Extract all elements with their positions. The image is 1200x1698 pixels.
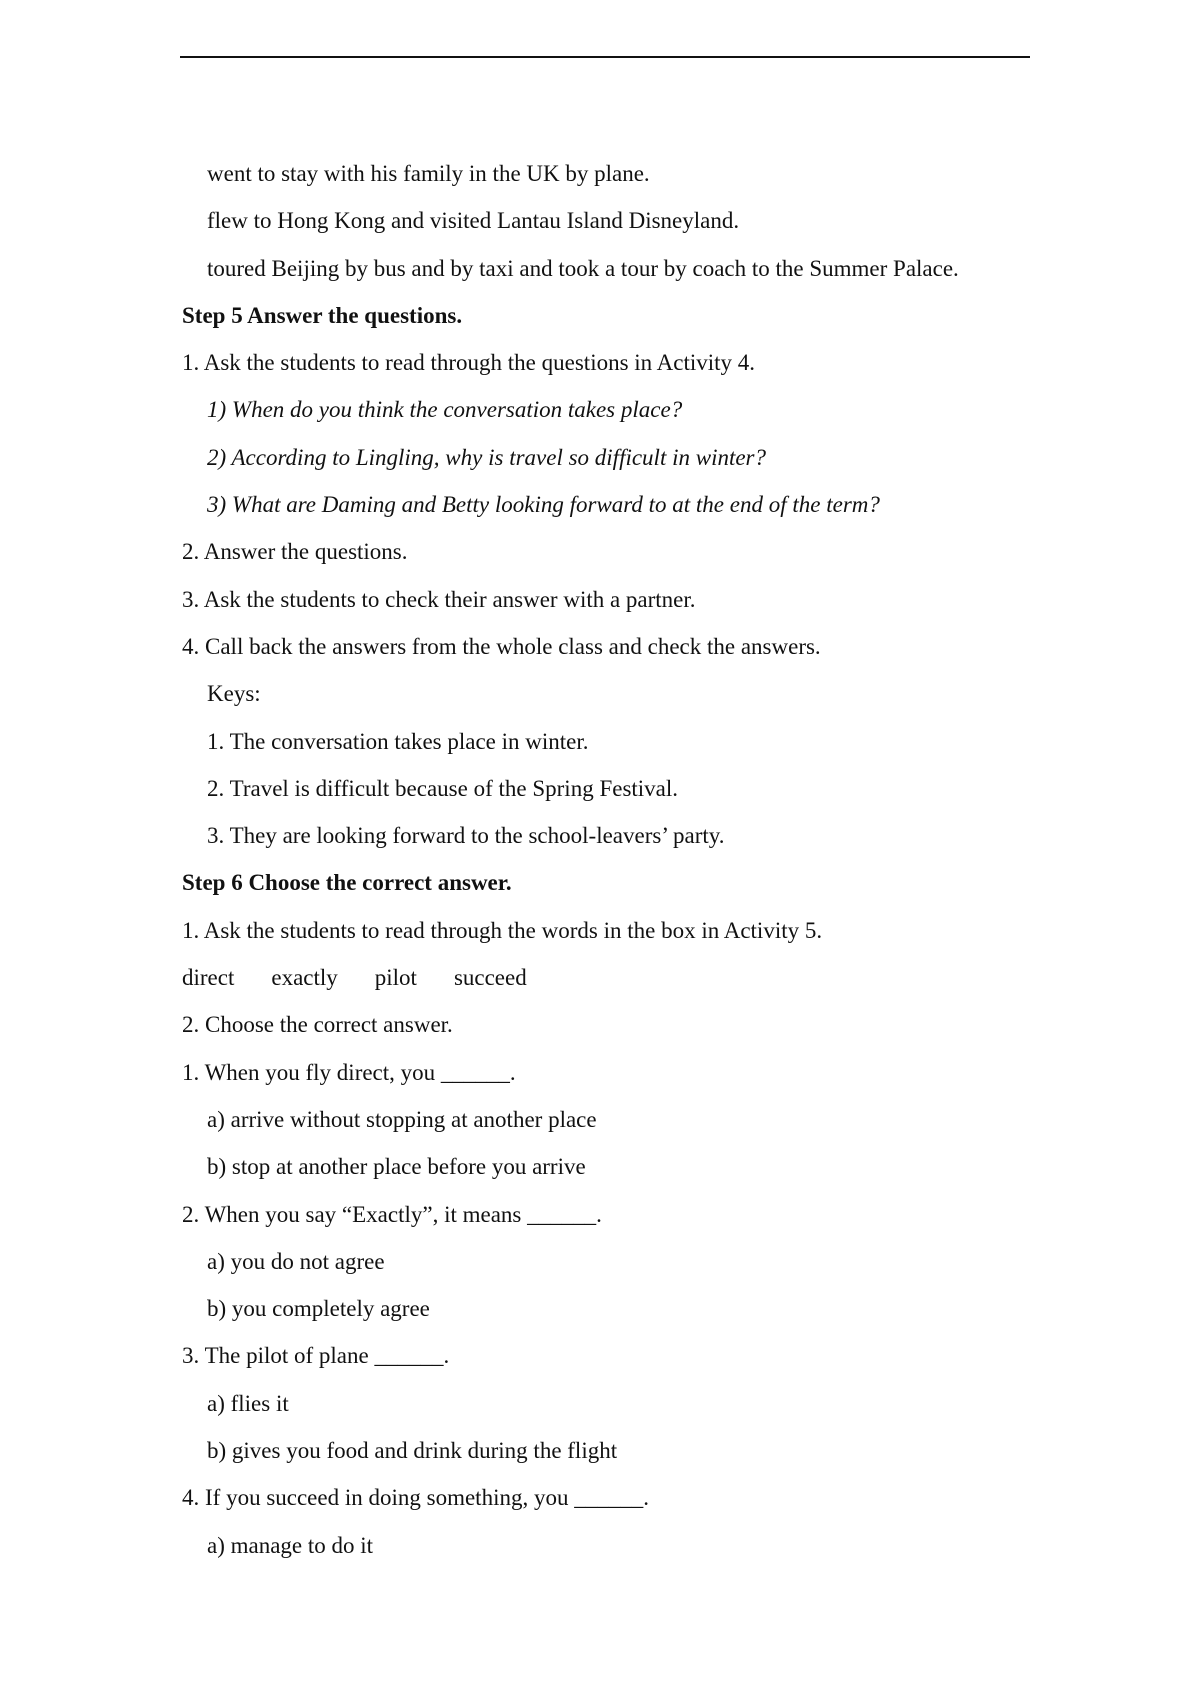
word-box-item: succeed [453,965,527,991]
text-line: went to stay with his family in the UK by plane. [207,161,650,186]
step-heading: Step 6 Choose the correct answer. [182,870,512,896]
text-line: 1. The conversation takes place in winter. [207,728,589,754]
text-line: 1. Ask the students to read through the words in the box in Activity 5. [182,917,823,943]
lines-after [182,1001,1082,1569]
text-line: 3. They are looking forward to the school-leavers’ party. [207,823,725,849]
word-box-item: direct [182,965,235,991]
text-line: b) you completely agree [207,1296,430,1322]
question-line: 1) When do you think the conversation takes place? [207,397,683,423]
word-box [182,954,1082,1001]
text-line: 3. The pilot of plane ______. [182,1343,450,1369]
word-box-item: pilot [374,965,417,991]
text-line: a) manage to do it [207,1532,374,1558]
text-line: 2. Choose the correct answer. [182,1012,453,1038]
text-line: a) flies it [207,1390,289,1416]
text-line: 4. Call back the answers from the whole class and check the answers. [182,633,821,659]
text-line: b) stop at another place before you arrive [207,1154,586,1180]
text-line: 4. If you succeed in doing something, you ______. [182,1485,649,1511]
word-box-item: exactly [271,965,338,991]
document-body [182,150,1082,1569]
text-line: 2. Travel is difficult because of the Spring Festival. [207,775,679,801]
text-line: a) arrive without stopping at another place [207,1106,597,1132]
text-line: 3. Ask the students to check their answer with a partner. [182,586,696,612]
text-line: 2. Answer the questions. [182,539,408,565]
lines-before [182,150,1082,954]
step-heading: Step 5 Answer the questions. [182,302,463,328]
question-line: 2) According to Lingling, why is travel so difficult in winter? [207,444,767,470]
text-line: toured Beijing by bus and by taxi and took a tour by coach to the Summer Palace. [207,255,959,281]
question-line: 3) What are Daming and Betty looking forward to at the end of the term? [207,492,880,518]
text-line: b) gives you food and drink during the flight [207,1438,618,1464]
text-line: Keys: [207,681,261,707]
text-line: 1. Ask the students to read through the questions in Activity 4. [182,350,756,376]
header-rule [180,56,1030,58]
text-line: 1. When you fly direct, you ______. [182,1059,516,1085]
text-line: 2. When you say “Exactly”, it means ______. [182,1201,602,1227]
text-line: a) you do not agree [207,1248,385,1274]
text-line: flew to Hong Kong and visited Lantau Island Disneyland. [207,208,740,234]
